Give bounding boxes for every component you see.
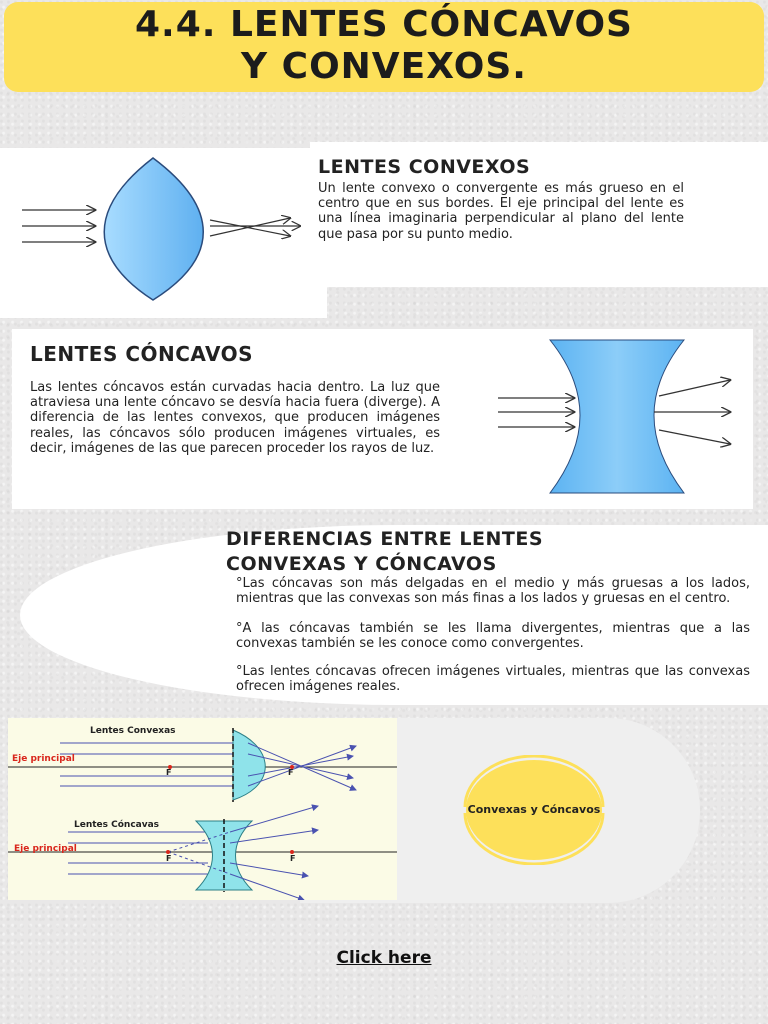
diagram-axis-label-top: Eje principal — [12, 754, 75, 764]
differences-heading-line-2: CONVEXAS Y CÓNCAVOS — [226, 553, 497, 575]
concave-heading: LENTES CÓNCAVOS — [30, 342, 254, 366]
page-title-line-1: 4.4. LENTES CÓNCAVOS — [134, 4, 633, 45]
diagram-focus-label-1: F — [166, 768, 172, 777]
badge-circle — [455, 755, 613, 865]
lens-ray-diagram — [8, 718, 397, 900]
convex-lens-figure — [0, 148, 327, 318]
convex-lens-illustration — [0, 148, 327, 318]
differences-heading-line-1: DIFERENCIAS ENTRE LENTES — [226, 528, 544, 550]
diagram-focus-label-3: F — [166, 854, 172, 863]
concave-lens-figure — [494, 330, 752, 508]
differences-point-3: °Las lentes cóncavas ofrecen imágenes virtuales, mientras que las convexas ofrecen imágenes reales. — [236, 664, 750, 695]
diagram-concave-label: Lentes Cóncavas — [74, 820, 160, 830]
page-title-line-2: Y CONVEXOS. — [241, 46, 527, 87]
convex-description: Un lente convexo o convergente es más grueso en el centro que en sus bordes. El eje principal del lente es una línea imaginaria perpendicular al plano del lente que pasa por su punto medio. — [318, 181, 684, 242]
badge-label: Convexas y Cóncavos — [467, 803, 601, 816]
convex-heading: LENTES CONVEXOS — [318, 156, 531, 178]
concave-description: Las lentes cóncavos están curvadas hacia dentro. La luz que atraviesa una lente cóncavo se desvía hacia fuera (diverge). A diferencia de las lentes convexos, que producen imágenes reales, las cóncavos sólo producen imágenes virtuales, es decir, imágenes de las que parecen proceder los rayos de luz. — [30, 380, 440, 456]
diagram-focus-label-2: F — [288, 768, 294, 777]
diagram-convex-label: Lentes Convexas — [90, 726, 176, 736]
diagram-axis-label-bottom: Eje principal — [14, 844, 77, 854]
differences-point-1: °Las cóncavas son más delgadas en el medio y más gruesas a los lados, mientras que las convexas son más finas a los lados y gruesas en el centro. — [236, 576, 750, 607]
concave-lens-illustration — [494, 330, 752, 508]
lens-diagram — [8, 718, 397, 900]
click-here-link[interactable]: Click here — [336, 948, 432, 968]
diagram-focus-label-4: F — [290, 854, 296, 863]
differences-point-2: °A las cóncavas también se les llama divergentes, mientras que a las convexas también se les conoce como convergentes. — [236, 621, 750, 652]
title-banner — [0, 0, 768, 96]
